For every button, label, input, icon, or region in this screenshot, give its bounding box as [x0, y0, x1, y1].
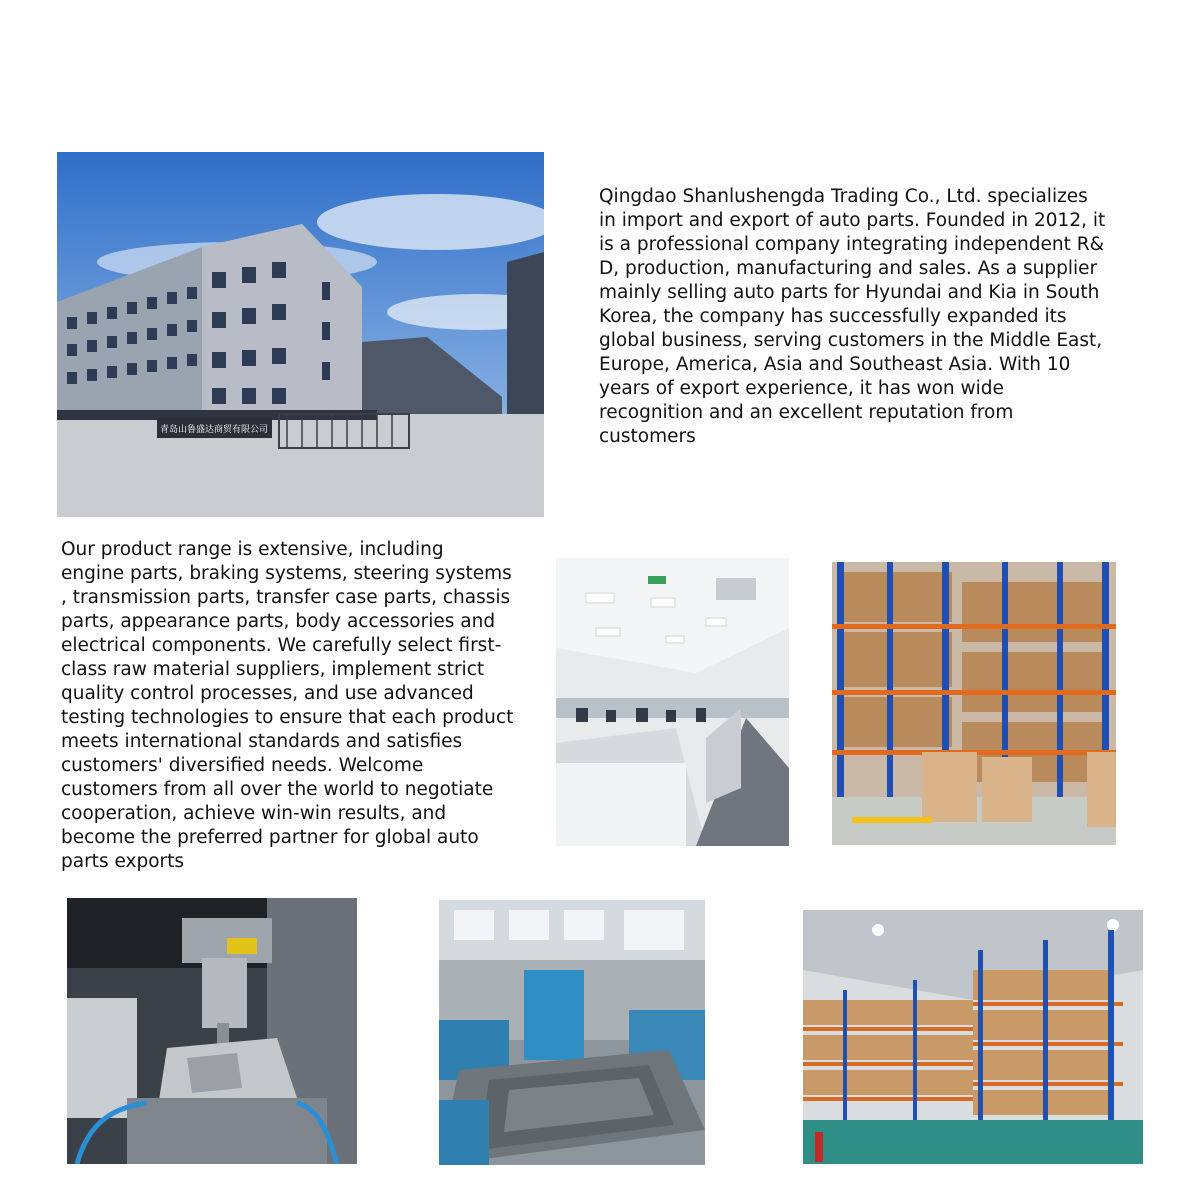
large-warehouse-photo — [803, 910, 1143, 1164]
office-interior-photo — [556, 558, 789, 846]
warehouse-shelves-photo — [832, 562, 1116, 845]
company-intro-text: Qingdao Shanlushengda Trading Co., Ltd. specializes in import and export of auto parts. Founded in 2012, it is a professional company integrating independent R& D, production, manufacturing and sales. As a supplier mainly selling auto parts for Hyundai and Kia in South Korea, the company has successfully expanded its global business, serving customers in the Middle East, Europe, America, Asia and Southeast Asia. With 10 years of export experience, it has won wide recognition and an excellent reputation from customers — [599, 186, 1106, 447]
building-sign-text: 青岛山鲁盛达商贸有限公司 — [159, 425, 269, 435]
product-range-text: Our product range is extensive, including engine parts, braking systems, steering systems , transmission parts, transfer case parts, chassis parts, appearance parts, body accessories and electrical components. We carefully select first- class raw material suppliers, implement strict quality control processes, and use advanced testing technologies to ensure that each product meets international standards and satisfies customers' diversified needs. Welcome customers from all over the world to negotiate cooperation, achieve win-win results, and become the preferred partner for global auto parts exports — [61, 539, 514, 872]
office-building-photo — [57, 152, 544, 517]
factory-mold-photo — [439, 900, 705, 1165]
cnc-machining-photo — [67, 898, 357, 1164]
